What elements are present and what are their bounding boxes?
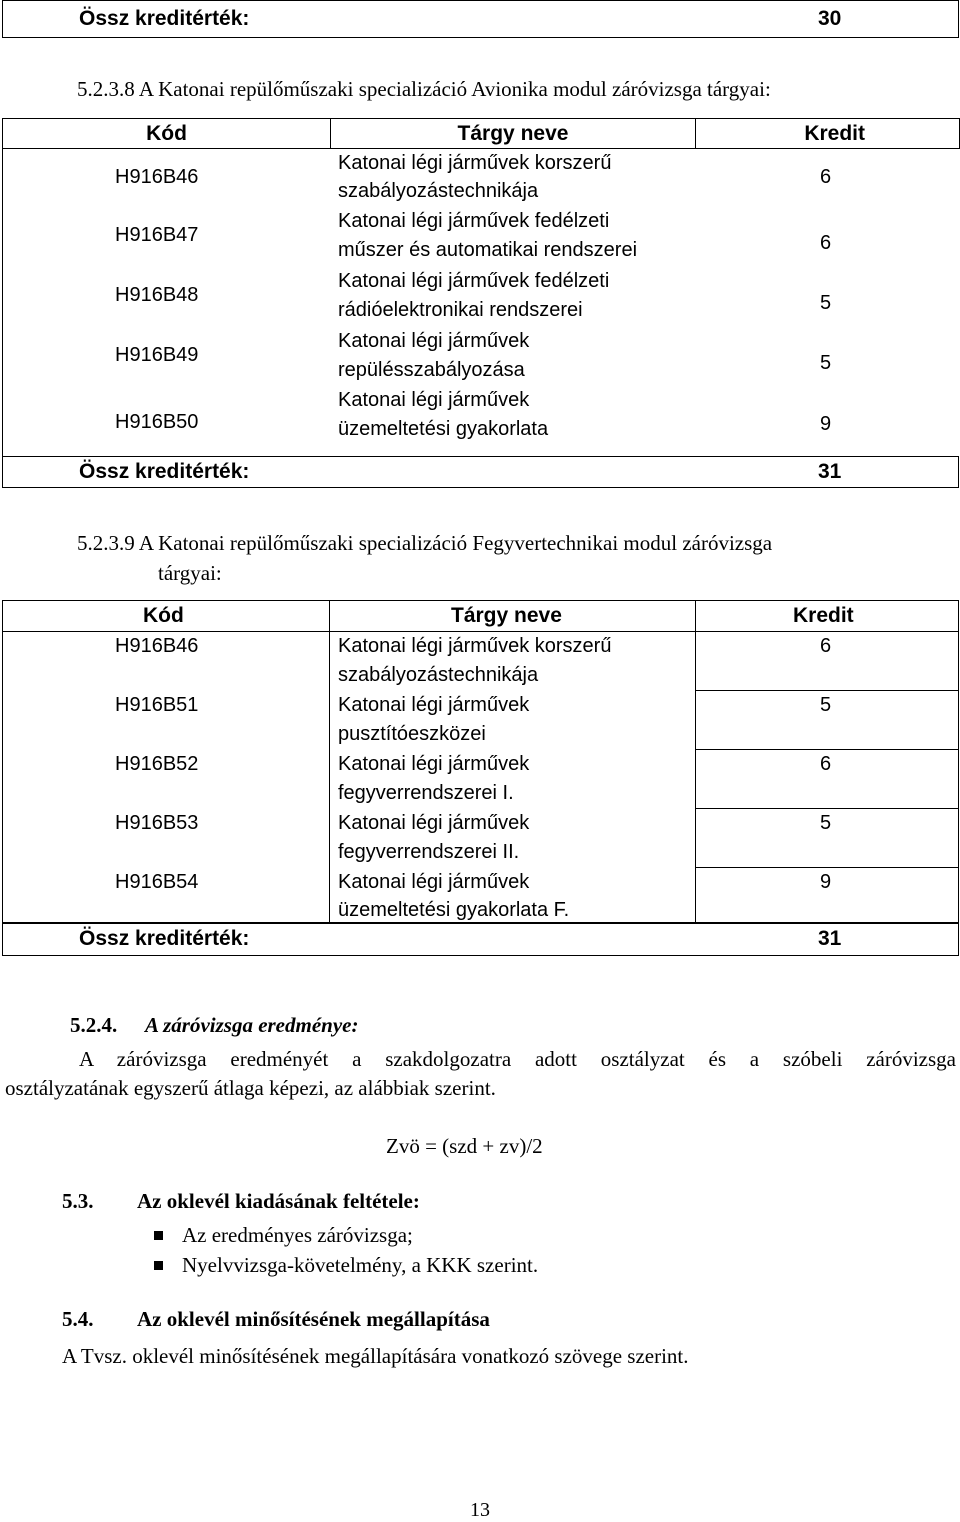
row-name-line2: üzemeltetési gyakorlata — [338, 418, 549, 440]
fegyver-total-value: 31 — [818, 927, 842, 950]
table-row — [3, 267, 958, 327]
row-name-line2: rádióelektronikai rendszerei — [338, 299, 583, 321]
top-total-table — [2, 0, 959, 38]
section-528-heading: 5.2.3.8 A Katonai repülőműszaki specializáció Avionika modul záróvizsga tárgyai: — [77, 77, 771, 101]
row-credit: 6 — [820, 635, 832, 657]
table-row — [3, 632, 958, 691]
table-row — [3, 327, 958, 386]
row-name-line1: Katonai légi járművek fedélzeti — [338, 210, 610, 232]
avionika-total-label: Össz kreditérték: — [79, 460, 250, 483]
avionika-table — [2, 118, 960, 149]
fegyver-table — [2, 600, 959, 924]
section-524-para-line1: A záróvizsga eredményét a szakdolgozatra adott osztályzat és a szóbeli záróvizsga — [79, 1047, 956, 1071]
row-name-line1: Katonai légi járművek — [338, 753, 530, 775]
top-total-value: 30 — [818, 7, 842, 30]
table-row — [3, 386, 958, 456]
row-code: H916B47 — [115, 224, 199, 246]
row-code: H916B53 — [115, 812, 199, 834]
table-row — [3, 809, 958, 868]
row-name-line2: szabályozástechnikája — [338, 664, 539, 686]
row-credit: 5 — [820, 292, 832, 314]
section-529-heading-cont: tárgyai: — [158, 561, 222, 585]
col-divider — [329, 601, 330, 631]
avionika-total-table — [2, 456, 959, 488]
header-name: Tárgy neve — [451, 604, 562, 627]
row-name-line2: fegyverrendszerei I. — [338, 782, 514, 804]
bullet-item: Az eredményes záróvizsga; — [182, 1223, 413, 1247]
section-53-number: 5.3. — [62, 1189, 94, 1213]
formula: Zvö = (szd + zv)/2 — [386, 1134, 543, 1158]
row-code: H916B46 — [115, 166, 199, 188]
section-54-number: 5.4. — [62, 1307, 94, 1331]
row-credit: 5 — [820, 694, 832, 716]
table-row — [3, 750, 958, 809]
avionika-rows — [2, 148, 960, 456]
fegyver-total-table — [2, 922, 959, 956]
row-code: H916B54 — [115, 871, 199, 893]
header-credit: Kredit — [793, 604, 854, 627]
header-code: Kód — [143, 604, 184, 627]
row-credit: 5 — [820, 812, 832, 834]
bullet-icon — [154, 1231, 163, 1240]
table-row — [3, 691, 958, 750]
row-code: H916B49 — [115, 344, 199, 366]
row-credit: 5 — [820, 352, 832, 374]
row-code: H916B52 — [115, 753, 199, 775]
row-name-line2: pusztítóeszközei — [338, 723, 486, 745]
section-53-title: Az oklevél kiadásának feltétele: — [137, 1189, 420, 1213]
row-name-line1: Katonai légi járművek — [338, 871, 530, 893]
section-54-title: Az oklevél minősítésének megállapítása — [137, 1307, 490, 1331]
row-name-line1: Katonai légi járművek — [338, 812, 530, 834]
section-529-heading: 5.2.3.9 A Katonai repülőműszaki specializáció Fegyvertechnikai modul záróvizsga — [77, 531, 773, 555]
row-name-line1: Katonai légi járművek korszerű — [338, 152, 612, 174]
row-name-line2: szabályozástechnikája — [338, 180, 539, 202]
bullet-item: Nyelvvizsga-követelmény, a KKK szerint. — [182, 1253, 539, 1277]
section-524-number: 5.2.4. — [70, 1013, 118, 1037]
row-name-line1: Katonai légi járművek korszerű — [338, 635, 612, 657]
section-524-para-line2: osztályzatának egyszerű átlaga képezi, az alábbiak szerint. — [5, 1076, 496, 1100]
row-name-line1: Katonai légi járművek fedélzeti — [338, 270, 610, 292]
row-name-line1: Katonai légi járművek — [338, 330, 530, 352]
table-row — [3, 207, 958, 267]
row-credit: 6 — [820, 232, 832, 254]
top-total-label: Össz kreditérték: — [79, 7, 250, 30]
header-code: Kód — [146, 121, 187, 145]
col-divider — [695, 601, 696, 631]
row-code: H916B51 — [115, 694, 199, 716]
bullet-icon — [154, 1261, 163, 1270]
table-header-row — [3, 119, 960, 149]
row-name-line2: repülésszabályozása — [338, 359, 525, 381]
row-name-line2: fegyverrendszerei II. — [338, 841, 520, 863]
avionika-total-value: 31 — [818, 460, 842, 483]
row-credit: 6 — [820, 166, 832, 188]
page-number: 13 — [470, 1499, 490, 1521]
row-credit: 9 — [820, 413, 832, 435]
section-54-text: A Tvsz. oklevél minősítésének megállapítására vonatkozó szövege szerint. — [62, 1344, 689, 1368]
row-name-line2: műszer és automatikai rendszerei — [338, 239, 638, 261]
row-name-line1: Katonai légi járművek — [338, 694, 530, 716]
row-name-line2: üzemeltetési gyakorlata F. — [338, 899, 570, 921]
header-name: Tárgy neve — [457, 121, 569, 145]
row-code: H916B50 — [115, 411, 199, 433]
row-name-line1: Katonai légi járművek — [338, 389, 530, 411]
table-row — [3, 868, 958, 923]
fegyver-total-label: Össz kreditérték: — [79, 927, 250, 950]
row-credit: 6 — [820, 753, 832, 775]
table-row — [3, 148, 958, 207]
section-524-title: A záróvizsga eredménye: — [145, 1013, 359, 1037]
row-credit: 9 — [820, 871, 832, 893]
row-code: H916B48 — [115, 284, 199, 306]
row-code: H916B46 — [115, 635, 199, 657]
header-credit: Kredit — [804, 121, 865, 145]
